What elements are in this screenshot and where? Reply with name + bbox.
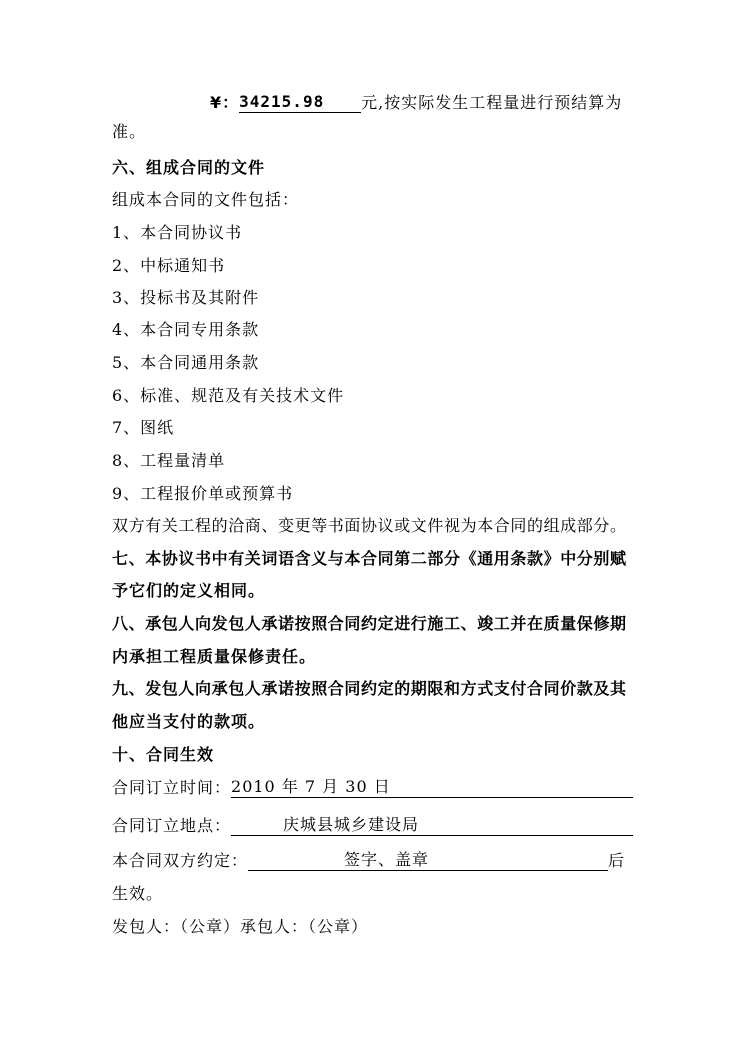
sign-place-label: 合同订立地点：: [112, 816, 232, 835]
agreement-value: [248, 850, 608, 871]
section-7-line-2: 予它们的定义相同。: [112, 581, 266, 600]
doc-item-5: 5、本合同通用条款: [112, 353, 260, 372]
amount-line: [210, 92, 622, 113]
sign-time-value: 2010 年 7 月 30 日: [231, 777, 633, 798]
doc-item-3: 3、投标书及其附件: [112, 288, 260, 307]
sign-place-line: [112, 815, 633, 836]
section-10-title: 十、合同生效: [112, 745, 215, 764]
agreement-line: [112, 850, 625, 871]
doc-item-4: 4、本合同专用条款: [112, 320, 260, 339]
section-8-line-2: 内承担工程质量保修责任。: [112, 647, 317, 666]
sign-place-value: [231, 815, 633, 836]
sign-place-text: 庆城县城乡建设局: [283, 815, 420, 834]
agreement-continuation: 生效。: [112, 884, 164, 903]
section-9-line-1: 九、发包人向承包人承诺按照合同约定的期限和方式支付合同价款及其: [112, 679, 627, 698]
section-6-note: 双方有关工程的洽商、变更等书面协议或文件视为本合同的组成部分。: [112, 516, 627, 535]
amount-prefix: ¥：: [210, 93, 240, 112]
doc-item-6: 6、标准、规范及有关技术文件: [112, 386, 345, 405]
doc-item-2: 2、中标通知书: [112, 256, 226, 275]
sign-time-label: 合同订立时间：: [112, 778, 232, 797]
amount-value: 34215.98: [239, 92, 361, 113]
sign-time-line: [112, 777, 633, 798]
doc-item-1: 1、本合同协议书: [112, 223, 243, 242]
parties-line: 发包人：（公章）承包人：（公章）: [112, 917, 369, 936]
section-8-line-1: 八、承包人向发包人承诺按照合同约定进行施工、竣工并在质量保修期: [112, 614, 627, 633]
doc-item-9: 9、工程报价单或预算书: [112, 484, 294, 503]
section-7-line-1: 七、本协议书中有关词语含义与本合同第二部分《通用条款》中分别赋: [112, 549, 627, 568]
section-6-title: 六、组成合同的文件: [112, 158, 266, 177]
agreement-label: 本合同双方约定：: [112, 851, 249, 870]
doc-item-7: 7、图纸: [112, 418, 175, 437]
section-9-line-2: 他应当支付的款项。: [112, 712, 266, 731]
doc-item-8: 8、工程量清单: [112, 451, 226, 470]
agreement-text: 签字、盖章: [344, 850, 430, 869]
agreement-after: 后: [608, 851, 626, 870]
section-6-intro: 组成本合同的文件包括：: [112, 190, 300, 209]
amount-continuation: 准。: [112, 122, 147, 141]
amount-suffix: 元,按实际发生工程量进行预结算为: [361, 93, 623, 112]
